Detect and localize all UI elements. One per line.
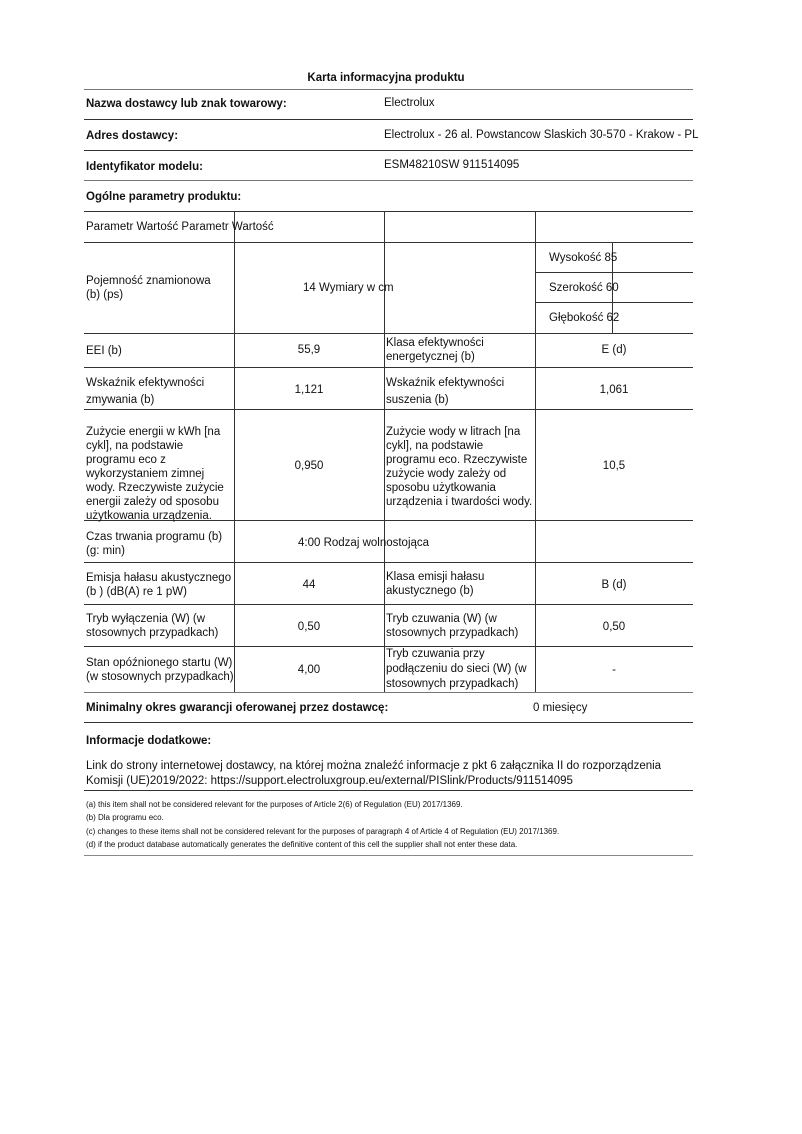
footnote-d: (d) if the product database automatically generates the definitive content of this cell the supplier shall not enter these data. [86, 840, 518, 849]
footnote-a: (a) this item shall not be considered relevant for the purposes of Article 2(6) of Regulation (EU) 2017/1369. [86, 800, 463, 809]
row-value: 0,50 [602, 621, 626, 633]
row-label: Wskaźnik efektywności suszenia (b) [386, 377, 505, 406]
row-label: Tryb wyłączenia (W) (w stosownych przypadkach) [86, 613, 219, 639]
address-value: Electrolux - 26 al. Powstancow Slaskich 30-570 - Krakow - PL [384, 129, 699, 141]
row-value: 10,5 [602, 460, 626, 472]
page-title: Karta informacyjna produktu [307, 72, 465, 84]
additional-info-heading: Informacje dodatkowe: [86, 735, 212, 747]
row-label: Klasa emisji hałasu akustycznego (b) [386, 571, 485, 597]
footnote-b: (b) Dla programu eco. [86, 813, 164, 822]
row-value: 4,00 [297, 664, 321, 676]
dimension-width: Szerokość 60 [549, 282, 619, 294]
row-label: EEI (b) [86, 345, 122, 357]
row-value: 0,950 [294, 460, 324, 472]
warranty-label: Minimalny okres gwarancji oferowanej przez dostawcę: [86, 702, 389, 714]
row-value: 0,50 [297, 621, 321, 633]
row-label: Klasa efektywności energetycznej (b) [386, 337, 484, 363]
footnote-c: (c) changes to these items shall not be considered relevant for the purposes of paragraph 4 of Article 4 of Regulation (EU) 2017/1369. [86, 827, 560, 836]
supplier-label: Nazwa dostawcy lub znak towarowy: [86, 98, 287, 110]
row-value: B (d) [601, 579, 627, 591]
row-label: Emisja hałasu akustycznego (b ) (dB(A) re 1 pW) [86, 572, 232, 598]
row-label: Zużycie energii w kWh [na cykl], na podstawie programu eco z wykorzystaniem zimnej wody. Rzeczywiste zużycie energii zależy od sposobu użytkowania urządzenia. [86, 426, 224, 522]
row-label: Tryb czuwania (W) (w stosownych przypadkach) [386, 613, 519, 639]
row-value: - [612, 664, 616, 676]
capacity-value: 14 Wymiary w cm [303, 282, 394, 294]
general-parameters-heading: Ogólne parametry produktu: [86, 191, 242, 203]
supplier-value: Electrolux [384, 97, 435, 109]
row-value: 55,9 [297, 344, 321, 356]
row-value: 1,121 [294, 384, 324, 396]
row-label: Stan opóźnionego startu (W) (w stosownych przypadkach) [86, 657, 234, 683]
supplier-website-link-text: Link do strony internetowej dostawcy, na której można znaleźć informacje z pkt 6 załącznika II do rozporządzenia Komisji (UE)2019/2022: https://support.electroluxgroup.eu/external/PISlink/Products/911514095 [86, 760, 662, 787]
row-value: 1,061 [599, 384, 629, 396]
row-value: E (d) [601, 344, 627, 356]
model-value: ESM48210SW 911514095 [384, 159, 520, 171]
model-label: Identyfikator modelu: [86, 161, 203, 173]
table-header: Parametr Wartość Parametr Wartość [86, 221, 274, 233]
row-label: Wskaźnik efektywności zmywania (b) [86, 377, 205, 406]
capacity-label: Pojemność znamionowa (b) (ps) [86, 275, 211, 301]
row-label: Zużycie wody w litrach [na cykl], na podstawie programu eco. Rzeczywiste zużycie wody zależy od sposobu użytkowania urządzenia i twardości wody. [386, 426, 533, 508]
row-value: 4:00 Rodzaj wolnostojąca [298, 537, 430, 549]
row-label: Czas trwania programu (b) (g: min) [86, 531, 223, 557]
row-label: Tryb czuwania przy podłączeniu do sieci (W) (w stosownych przypadkach) [386, 648, 527, 690]
dimension-depth: Głębokość 62 [549, 312, 620, 324]
row-value: 44 [302, 579, 316, 591]
dimension-height: Wysokość 85 [549, 252, 618, 264]
warranty-value: 0 miesięcy [533, 702, 588, 714]
address-label: Adres dostawcy: [86, 130, 179, 142]
